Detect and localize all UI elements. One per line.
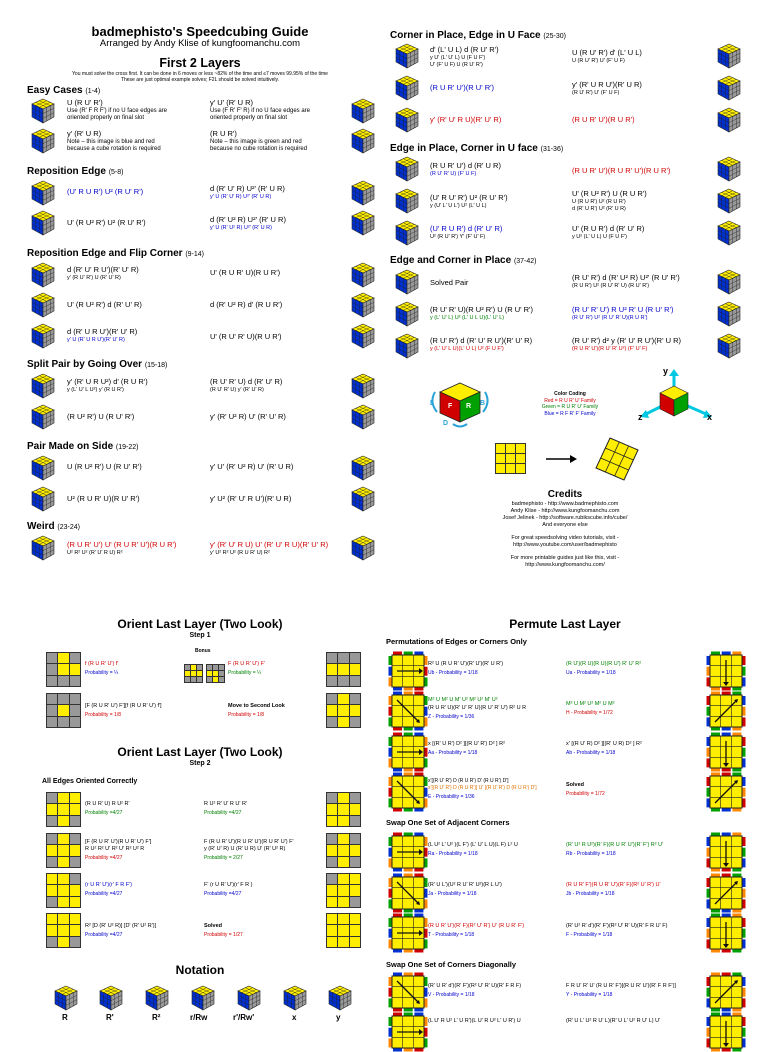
note-easy-1b: oriented properly on final slot [67, 115, 145, 121]
notation-cube-icon [282, 985, 308, 1011]
alg-both-4-sub: (R U' R') U² (R U' R' U)(R U R') [572, 315, 648, 321]
pll-rb-prob: Rb - Probability = 1/18 [566, 851, 616, 857]
oll-grid [326, 913, 361, 948]
section-range: (15-18) [144, 362, 168, 369]
notation-label: R² [152, 1013, 161, 1022]
oll-e7-prob: Probability =4/27 [85, 932, 123, 938]
notation-cube-icon [190, 985, 216, 1011]
pll-ua: (R U')(R U)(R U)(R U') R' U' R² [566, 661, 642, 667]
cube-icon [394, 220, 420, 246]
pll-solved-prob: Probability = 1/72 [566, 791, 605, 797]
notation-label: x [292, 1013, 297, 1022]
pll-h-prob: H - Probability = 1/72 [566, 710, 613, 716]
credits-line: http://www.kungfoomanchu.com/ [525, 562, 605, 568]
page-subtitle: Arranged by Andy Klise of kungfoomanchu.com [99, 38, 301, 49]
oll-e4-prob: Probability = 2/27 [204, 855, 243, 861]
alg-split-3: (R U² R') U (R U' R') [67, 412, 135, 421]
pll-e2: x'[(R U' R') D (R U R')] U' [(R U' R') D (R U R') D'] [428, 785, 537, 791]
alg-split-2: (R U' R' U) d (R' U' R) [210, 377, 283, 386]
oll-s1-d-prob: Probability = 1/8 [228, 712, 264, 718]
face-label-d: D [443, 420, 449, 427]
color-coding [525, 391, 615, 417]
pll-jb: (R U R' F')(R U R' U')(R' F)(R² U' R') U' [566, 882, 661, 888]
alg-both-1: Solved Pair [430, 278, 469, 287]
oll-step-2: Step 2 [189, 760, 211, 767]
cube-icon [394, 333, 420, 359]
alg-corner-2: U (R U' R') d' (L' U L) [572, 48, 642, 57]
pll-f-prob: F - Probability = 1/18 [566, 932, 613, 938]
cube-icon [350, 128, 376, 154]
note-easy-3a: Note – this image is blue and red [67, 139, 155, 145]
oll-e5: (r U R' U')(r' F R F') [85, 882, 132, 888]
alg-edge-5-sub: U² (R U' R') Y' (F' U' F) [430, 234, 486, 240]
section-range: (9-14) [185, 251, 205, 258]
note-easy-3b: because a cube rotation is required [67, 146, 161, 152]
credits-line: For more printable guides just like this, visit - [510, 555, 620, 561]
pll-diagram [388, 913, 428, 953]
oll-bonus-grid [206, 664, 225, 683]
intro-line-1: You must solve the cross first. It can be done in 6 moves or less ~82% of the time and ≤7 moves 99.95% of the time [72, 71, 328, 77]
pll-z1: M² U M² U M' U² M² U² M' U² [428, 697, 498, 703]
alg-edge-1: (R U R' U') d (R' U R) [430, 161, 501, 170]
alg-split-1: y' (R' U R U²) d' (R U R') [67, 377, 148, 386]
section-title: Reposition Edge and Flip Corner [27, 248, 183, 259]
note-easy-4b: because no cube rotation is required [210, 146, 308, 152]
alg-weird-2: y' (R' U' R U) U' (R' U' R U)(R' U' R) [210, 540, 329, 549]
alg-easy-1: U (R U' R') [67, 98, 103, 107]
notation-label: R' [106, 1013, 114, 1022]
pll-e1: x'[(R U' R') D (R U R') D' (R U R') D'] [428, 778, 509, 784]
cube-icon [30, 486, 56, 512]
credits-line: For great speedsolving video tutorials, visit - [511, 535, 619, 541]
alg-repos-edge-2-sub: y' U (R' U' R) U²' (R' U R) [210, 194, 272, 200]
cube-icon [30, 404, 56, 430]
oll-e8: Solved [204, 923, 223, 929]
pll-ab: x' [(R U' R) D² ][(R' U R) D² ] R² [566, 741, 642, 747]
oll-bonus-grid [184, 664, 203, 683]
section-edge-place [390, 143, 563, 154]
note-easy-4a: Note – this image is green and red [210, 139, 302, 145]
alg-edge-4-sub2: d (R' U R') U² (R' U R) [572, 206, 626, 212]
oll-grid [46, 873, 81, 908]
pll-e-prob: E - Probability = 1/36 [428, 794, 475, 800]
oll-e6: F' (r U R' U')(r' F R ) [204, 882, 253, 888]
alg-weird-1: (R U R' U') U' (R U R' U')(R U R') [67, 540, 177, 549]
pll-aa: x [(R' U R') D² ][(R U' R') D² ] R² [428, 741, 505, 747]
pll-diagram [706, 772, 746, 812]
oll-e6-prob: Probability =4/27 [204, 891, 242, 897]
oll-s1-c: [F (R U R' U') F'][f (R U R' U') f'] [85, 703, 162, 709]
alg-both-4: (R U' R' U') R U² R' U (R U' R') [572, 305, 674, 314]
oll-e8-prob: Probability = 1/27 [204, 932, 243, 938]
cube-icon [394, 188, 420, 214]
axis-label-x: x [707, 412, 713, 422]
cube-icon [394, 107, 420, 133]
pll-diagram [706, 1012, 746, 1052]
oll-grid [46, 792, 81, 827]
cube-icon [350, 535, 376, 561]
oll-grid [326, 792, 361, 827]
cube-icon [394, 301, 420, 327]
pll-diagram [388, 1012, 428, 1052]
section-range: (5-8) [108, 169, 124, 176]
section-corner-place [390, 30, 566, 41]
pll-diagram [706, 691, 746, 731]
oll-s1-a-prob: Probability = ¼ [85, 670, 119, 676]
note-easy-2b: oriented properly on final slot [210, 115, 288, 121]
alg-easy-2: y' U' (R' U R) [210, 98, 254, 107]
axis-label-z: z [638, 412, 643, 422]
oll-s1-c-prob: Probability = 1/8 [85, 712, 121, 718]
cube-icon [394, 156, 420, 182]
credits-line: Andy Klise - http://www.kungfoomanchu.com [510, 508, 620, 514]
alg-pair-side-1: U (R U² R') U (R U' R') [67, 462, 142, 471]
section-title: Reposition Edge [27, 166, 106, 177]
notation-label: R [62, 1013, 68, 1022]
section-title: Weird [27, 521, 55, 532]
alg-edge-1-sub: (R U' R' U) (F' U F) [430, 171, 477, 177]
section-easy [27, 85, 100, 96]
cube-icon [350, 180, 376, 206]
notation-cube-icon [236, 985, 262, 1011]
intro-text [20, 71, 380, 83]
pll-f: (R' U² R' d')(R' F')(R² U' R' U)(R' F R U' F) [566, 923, 668, 929]
alg-edge-3: (U' R U' R') U² (R U' R') [430, 193, 508, 202]
alg-edge-4-sub: U (R U R') U² (R U R') [572, 199, 626, 205]
cube-icon [716, 107, 742, 133]
cube-icon [394, 269, 420, 295]
pll-diagram [388, 832, 428, 872]
pll-title: Permute Last Layer [509, 617, 621, 631]
section-range: (19-22) [115, 444, 139, 451]
alg-edge-5: (U' R U R') d (R' U' R) [430, 224, 503, 233]
cube-icon [30, 180, 56, 206]
face-label-b: B [480, 400, 486, 407]
notation-label: r'/Rw' [233, 1013, 255, 1022]
alg-repos-flip-1-sub: y' (R U' R') U (R' U' R) [67, 275, 121, 281]
section-repos-flip [27, 248, 204, 259]
page-title: badmephisto's Speedcubing Guide [91, 24, 309, 39]
alg-corner-1-sub2: U' (F' U F) U (R U' R') [430, 62, 483, 68]
tilted-face-diagram [594, 436, 640, 482]
oll-e2-prob: Probability =4/27 [204, 810, 242, 816]
cube-icon [30, 535, 56, 561]
alg-both-3-sub: y (L' U' L) U² (L' U L U)(L' U' L) [430, 315, 505, 321]
cube-icon [350, 292, 376, 318]
alg-repos-flip-3: U' (R U² R') d (R' U' R) [67, 300, 142, 309]
intro-line-2: These are just optimal example solves; F2L should be solved intuitively. [120, 77, 280, 83]
pll-y-prob: Y - Probability = 1/18 [566, 992, 613, 998]
alg-repos-flip-5: d (R' U R U')(R' U' R) [67, 327, 138, 336]
alg-repos-flip-1: d (R' U' R U')(R' U' R) [67, 265, 139, 274]
alg-repos-flip-6: U' (R U' R' U)(R U R') [210, 332, 282, 341]
cube-icon [716, 220, 742, 246]
credits-line: http://www.youtube.com/user/badmephisto [513, 542, 617, 548]
pll-ja-prob: Ja - Probability = 1/18 [428, 891, 477, 897]
cube-icon [394, 43, 420, 69]
pll-diagram [706, 832, 746, 872]
oll-e3b: R U² R² U' R² U' R² U² R [85, 846, 145, 852]
section-title: Edge and Corner in Place [390, 255, 512, 266]
oll-grid [326, 833, 361, 868]
oll-all-edges: All Edges Oriented Correctly [42, 778, 138, 785]
cube-icon [30, 455, 56, 481]
alg-pair-side-4: y' U² (R' U' R U')(R' U R) [210, 494, 292, 503]
pll-header-2: Swap One Set of Adjacent Corners [386, 818, 510, 827]
cube-icon [30, 98, 56, 124]
pll-v-prob: V - Probability = 1/18 [428, 992, 475, 998]
alg-corner-6: (R U R' U')(R U R') [572, 115, 635, 124]
alg-edge-4: U' (R U² R') U (R U R') [572, 189, 647, 198]
alg-corner-4-sub: (R U' R') U' (F' U F) [572, 90, 620, 96]
pll-diagram [706, 972, 746, 1012]
pll-t-prob: T - Probability = 1/18 [428, 932, 475, 938]
oll-grid [326, 693, 361, 728]
section-range: (31-36) [540, 146, 564, 153]
alg-repos-flip-4: d (R' U² R) d' (R U R') [210, 300, 283, 309]
pll-diagram [706, 732, 746, 772]
oll-grid [326, 873, 361, 908]
credits-title: Credits [547, 489, 583, 500]
alg-repos-flip-2: U' (R U R' U)(R U R') [210, 268, 281, 277]
cube-icon [30, 323, 56, 349]
oll-step-1: Step 1 [189, 632, 211, 639]
oll-grid [46, 913, 81, 948]
cube-icon [30, 373, 56, 399]
oll-title-2: Orient Last Layer (Two Look) [117, 745, 283, 759]
section-title: Pair Made on Side [27, 441, 114, 452]
section-range: (37-42) [513, 258, 537, 265]
pll-diagram [388, 873, 428, 913]
alg-both-5: (R U' R') d (R' U' R U')(R' U' R) [430, 336, 533, 345]
pll-ra: (L U² L' U² )(L F') (L' U' L U)(L F) L² U [428, 842, 518, 848]
credits-line: Josef Jelinek - http://software.rubikscube.info/cube/ [502, 515, 628, 521]
notation-title: Notation [175, 963, 225, 977]
pll-diagram [706, 873, 746, 913]
pll-diagram [388, 691, 428, 731]
section-title: Easy Cases [27, 85, 83, 96]
color-coding-green: Green = R U R' U' Family [541, 404, 599, 410]
pll-ub: R² U (R U R' U')(R' U')(R' U R') [428, 661, 504, 667]
pll-diagram [388, 651, 428, 691]
color-coding-title: Color Coding [554, 391, 586, 397]
pll-diagram [388, 772, 428, 812]
notation-cube-icon [53, 985, 79, 1011]
oll-grid [46, 833, 81, 868]
credits-line: badmephisto - http://www.badmephisto.com [511, 501, 619, 507]
pll-z-prob: Z - Probability = 1/36 [428, 714, 475, 720]
section-range: (25-30) [543, 33, 566, 40]
notation-label: r/Rw [190, 1013, 208, 1022]
alg-edge-2: (R U R' U')(R U R' U')(R U R') [572, 166, 671, 175]
pll-header-3: Swap One Set of Corners Diagonally [386, 960, 517, 969]
pll-diagram [388, 732, 428, 772]
top-face-grid [495, 443, 526, 474]
section-range: (1-4) [85, 88, 101, 95]
oll-e1: (R U R' U) R U² R' [85, 801, 130, 807]
cube-icon [350, 455, 376, 481]
pll-na: (L U' R U² L' U R')(L U' R U² L' U R') U [428, 1018, 521, 1024]
oll-e3a: [F (R U R' U')(R U R' U') F'] [85, 839, 152, 845]
cube-icon [716, 333, 742, 359]
section-repos-edge [27, 166, 123, 177]
pll-diagram [706, 651, 746, 691]
alg-repos-edge-1: (U' R U R') U² (R U' R') [67, 187, 144, 196]
pll-y: F R U' R' U' (R U R' F')[(R U R' U')(R' F R F')] [566, 983, 676, 989]
pll-ra-prob: Ra - Probability = 1/18 [428, 851, 478, 857]
cube-icon [394, 75, 420, 101]
note-easy-2a: Use (F R' F' R) if no U face edges are [210, 108, 310, 114]
axis-label-y: y [663, 366, 669, 376]
alg-repos-flip-5-sub: y' U (R' U R U')(R' U' R) [67, 337, 125, 343]
f2l-title: First 2 Layers [159, 56, 241, 70]
alg-easy-3: y' (R' U R) [67, 129, 102, 138]
pll-ub-prob: Ub - Probability = 1/18 [428, 670, 478, 676]
axis-diagram [636, 368, 716, 428]
section-title: Corner in Place, Edge in U Face [390, 30, 541, 41]
oll-s1-d: Move to Second Look [228, 703, 285, 709]
oll-e4a: F (R U R' U')(R U R' U')(R U R' U') F' [204, 839, 294, 845]
oll-e2: R U² R' U' R U' R' [204, 801, 248, 807]
alg-both-3: (R U' R' U)(R U² R') U (R U' R') [430, 305, 533, 314]
pll-jb-prob: Jb - Probability = 1/18 [566, 891, 615, 897]
cube-icon [30, 128, 56, 154]
pll-rb: (R' U² R U²)(R' F)(R U R' U')(R' F') R² U' [566, 842, 664, 848]
pll-aa-prob: Aa - Probability = 1/18 [428, 750, 478, 756]
cube-icon [716, 75, 742, 101]
section-weird [27, 521, 80, 532]
color-coding-blue: Blue = R F R' F' Family [544, 410, 596, 417]
oll-title-1: Orient Last Layer (Two Look) [117, 617, 283, 631]
pll-diagram [706, 913, 746, 953]
alg-edge-6-sub: y U² (L' U L) U (F U F') [572, 234, 627, 240]
oll-e1-prob: Probability =4/27 [85, 810, 123, 816]
alg-corner-5: y' (R' U' R U)(R' U' R) [430, 115, 502, 124]
cube-icon [716, 43, 742, 69]
alg-both-6: (R U' R') d² y (R' U' R U')(R' U R) [572, 336, 681, 345]
cube-icon [30, 292, 56, 318]
alg-weird-2-sub: y' U² R² U² (R U R' U) R² [210, 550, 270, 556]
alg-corner-3: (R U R' U')(R U' R') [430, 83, 495, 92]
alg-split-4: y' (R' U² R) U' (R' U' R) [210, 412, 286, 421]
alg-repos-edge-4: d (R' U² R) U²' (R' U R) [210, 215, 286, 224]
section-title: Edge in Place, Corner in U face [390, 143, 538, 154]
face-label-f: F [448, 403, 453, 410]
cube-icon [716, 156, 742, 182]
pll-header-1: Permutations of Edges or Corners Only [386, 637, 527, 646]
cube-icon [350, 373, 376, 399]
cube-icon [350, 404, 376, 430]
oll-e5-prob: Probability =4/27 [85, 891, 123, 897]
oll-grid [46, 652, 81, 687]
oll-e7: R² [D (R' U² R)] [D' (R' U² R')] [85, 923, 157, 929]
cube-icon [350, 262, 376, 288]
alg-corner-2-sub: U (R U' R') U' (F' U F) [572, 58, 625, 64]
oll-grid [326, 652, 361, 687]
alg-repos-edge-3: U' (R U² R') U² (R U' R') [67, 218, 146, 227]
cube-icon [350, 210, 376, 236]
cube-icon [30, 262, 56, 288]
notation-cube-icon [144, 985, 170, 1011]
note-easy-1a: Use (R' F R F') if no U face edges are [67, 108, 167, 114]
credits-line: And everyone else [542, 522, 588, 528]
alg-both-2-sub: (R U R') U² (R U' R' U) (R U' R') [572, 283, 650, 289]
cube-icon [350, 486, 376, 512]
notation-cube-icon [98, 985, 124, 1011]
credits-block [465, 501, 665, 569]
alg-corner-1-sub: y U' (L' U' L) U (F U F') [430, 55, 486, 61]
color-coding-red: Red = R U R' U' Family [544, 397, 596, 404]
arrow-right-icon [546, 453, 578, 465]
oll-s1-a: f (R U R' U') f' [85, 661, 119, 667]
pll-solved: Solved [566, 782, 585, 788]
oll-grid [46, 693, 81, 728]
alg-corner-1: d' (L' U L) d (R U' R') [430, 45, 499, 54]
pll-t: (R U R' U')(R' F)(R² U' R') U' (R U R' F') [428, 923, 525, 929]
section-title: Split Pair by Going Over [27, 359, 143, 370]
alg-easy-4: (R U R') [210, 129, 237, 138]
alg-pair-side-2: y' U' (R' U² R) U' (R' U R) [210, 462, 294, 471]
oll-s1-b-prob: Probability = ¼ [228, 670, 262, 676]
alg-split-1-sub: y (L' U' L U²) y' (R U R') [67, 387, 124, 393]
alg-repos-edge-2: d (R' U' R) U²' (R' U R) [210, 184, 285, 193]
pll-ua-prob: Ua - Probability = 1/18 [566, 670, 616, 676]
section-split [27, 359, 167, 370]
alg-weird-1-sub: U² R² U² (R' U' R U) R² [67, 550, 123, 556]
pll-z2: (R U R' U)(R' U' R' U)(R U' R' U') R² U R [428, 705, 527, 711]
alg-both-2: (R U' R') d (R' U² R) U²' (R U' R') [572, 273, 680, 282]
alg-split-2-sub: (R U' R' U) y' (R' U' R) [210, 387, 264, 393]
oll-e3-prob: Probability =4/27 [85, 855, 123, 861]
alg-edge-6: U' (R U R') d (R' U' R) [572, 224, 645, 233]
oll-e4b: y (R' U' R) U (R' U R) U' (R' U² R) [204, 846, 286, 852]
pll-diagram [388, 972, 428, 1012]
notation-cube-icon [327, 985, 353, 1011]
pll-h: M² U M² U² M² U M² [566, 701, 615, 707]
oll-s1-b: F (R U R' U') F' [228, 661, 266, 667]
face-label-l: L [430, 400, 435, 407]
alg-repos-edge-4-sub: y' U (R' U² R) U²' (R' U R) [210, 225, 272, 231]
notation-label: y [336, 1013, 341, 1022]
section-range: (23-24) [57, 524, 80, 531]
alg-pair-side-3: U² (R U R' U)(R U' R') [67, 494, 140, 503]
pll-nb: (R' U L' U² R U' L)(R' U L' U² R U' L) U' [566, 1018, 661, 1024]
alg-both-5-sub: y (L' U' L U)(L' U L) U² (F U F') [430, 346, 504, 352]
cube-icon [30, 210, 56, 236]
section-pair-side [27, 441, 139, 452]
alg-edge-3-sub: y (U' L' U L') U² (L' U L) [430, 203, 487, 209]
cube-icon [350, 323, 376, 349]
cube-icon [716, 188, 742, 214]
alg-both-6-sub: (R U R' U')(R U' R' U²) (F' U' F) [572, 346, 648, 352]
section-both-place [390, 255, 537, 266]
cube-icon [350, 98, 376, 124]
pll-ja: (R' U L')(U² R U' R' U²)(R L U') [428, 882, 502, 888]
alg-corner-4: y' (R' U R U')(R' U R) [572, 80, 642, 89]
cube-icon [716, 301, 742, 327]
oll-bonus-label: Bonus [195, 648, 211, 654]
cube-icon [716, 269, 742, 295]
pll-v: (R' U R' d')(R' F')(R² U' R' U)(R' F R F) [428, 983, 522, 989]
pll-ab-prob: Ab - Probability = 1/18 [566, 750, 616, 756]
face-label-r: R [466, 403, 472, 410]
